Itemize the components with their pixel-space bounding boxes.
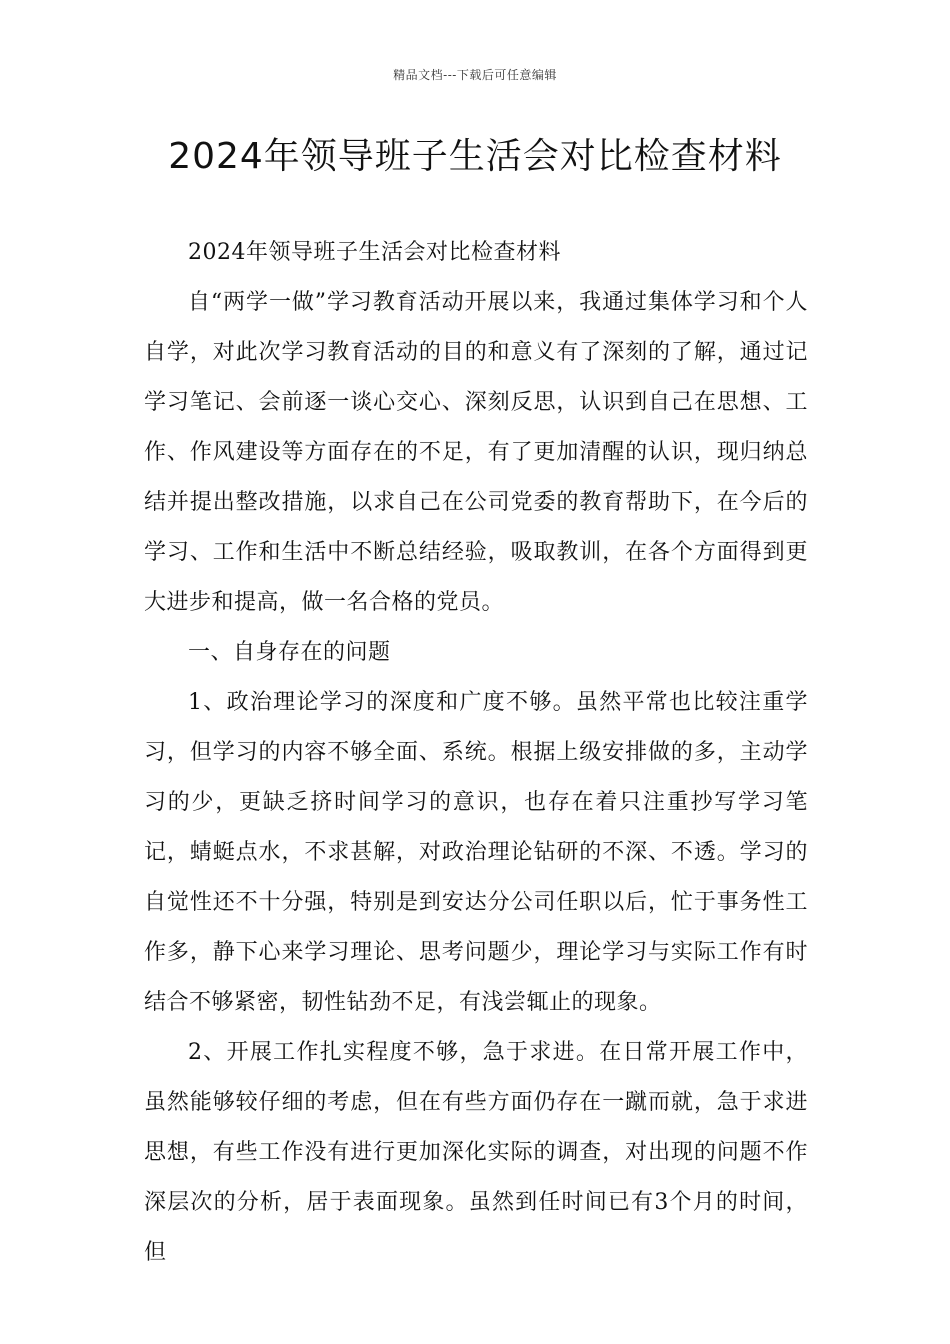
paragraph-item-2: 2、开展工作扎实程度不够，急于求进。在日常开展工作中，虽然能够较仔细的考虑，但在有些方面仍存在一蹴而就，急于求进思想，有些工作没有进行更加深化实际的调查，对出现的问题不作深层次的分析，居于表面现象。虽然到任时间已有3个月的时间，但 (144, 1040, 808, 1265)
document-body (144, 228, 808, 1278)
paragraph-intro: 自“两学一做”学习教育活动开展以来，我通过集体学习和个人自学，对此次学习教育活动的目的和意义有了深刻的了解，通过记学习笔记、会前逐一谈心交心、深刻反思，认识到自己在思想、工作、作风建设等方面存在的不足，有了更加清醒的认识，现归纳总结并提出整改措施，以求自己在公司党委的教育帮助下，在今后的学习、工作和生活中不断总结经验，吸取教训，在各个方面得到更大进步和提高，做一名合格的党员。 (144, 290, 808, 615)
header-note: 精品文档---下载后可任意编辑 (393, 68, 557, 82)
paragraph-item-1: 1、政治理论学习的深度和广度不够。虽然平常也比较注重学习，但学习的内容不够全面、系统。根据上级安排做的多，主动学习的少，更缺乏挤时间学习的意识，也存在着只注重抄写学习笔记，蜻蜓点水，不求甚解，对政治理论钻研的不深、不透。学习的自觉性还不十分强，特别是到安达分公司任职以后，忙于事务性工作多，静下心来学习理论、思考问题少，理论学习与实际工作有时结合不够紧密，韧性钻劲不足，有浅尝辄止的现象。 (144, 690, 808, 1015)
paragraph-subtitle: 2024年领导班子生活会对比检查材料 (188, 240, 561, 265)
document-title: 2024年领导班子生活会对比检查材料 (168, 136, 782, 177)
section-heading-problems: 一、自身存在的问题 (188, 640, 391, 665)
